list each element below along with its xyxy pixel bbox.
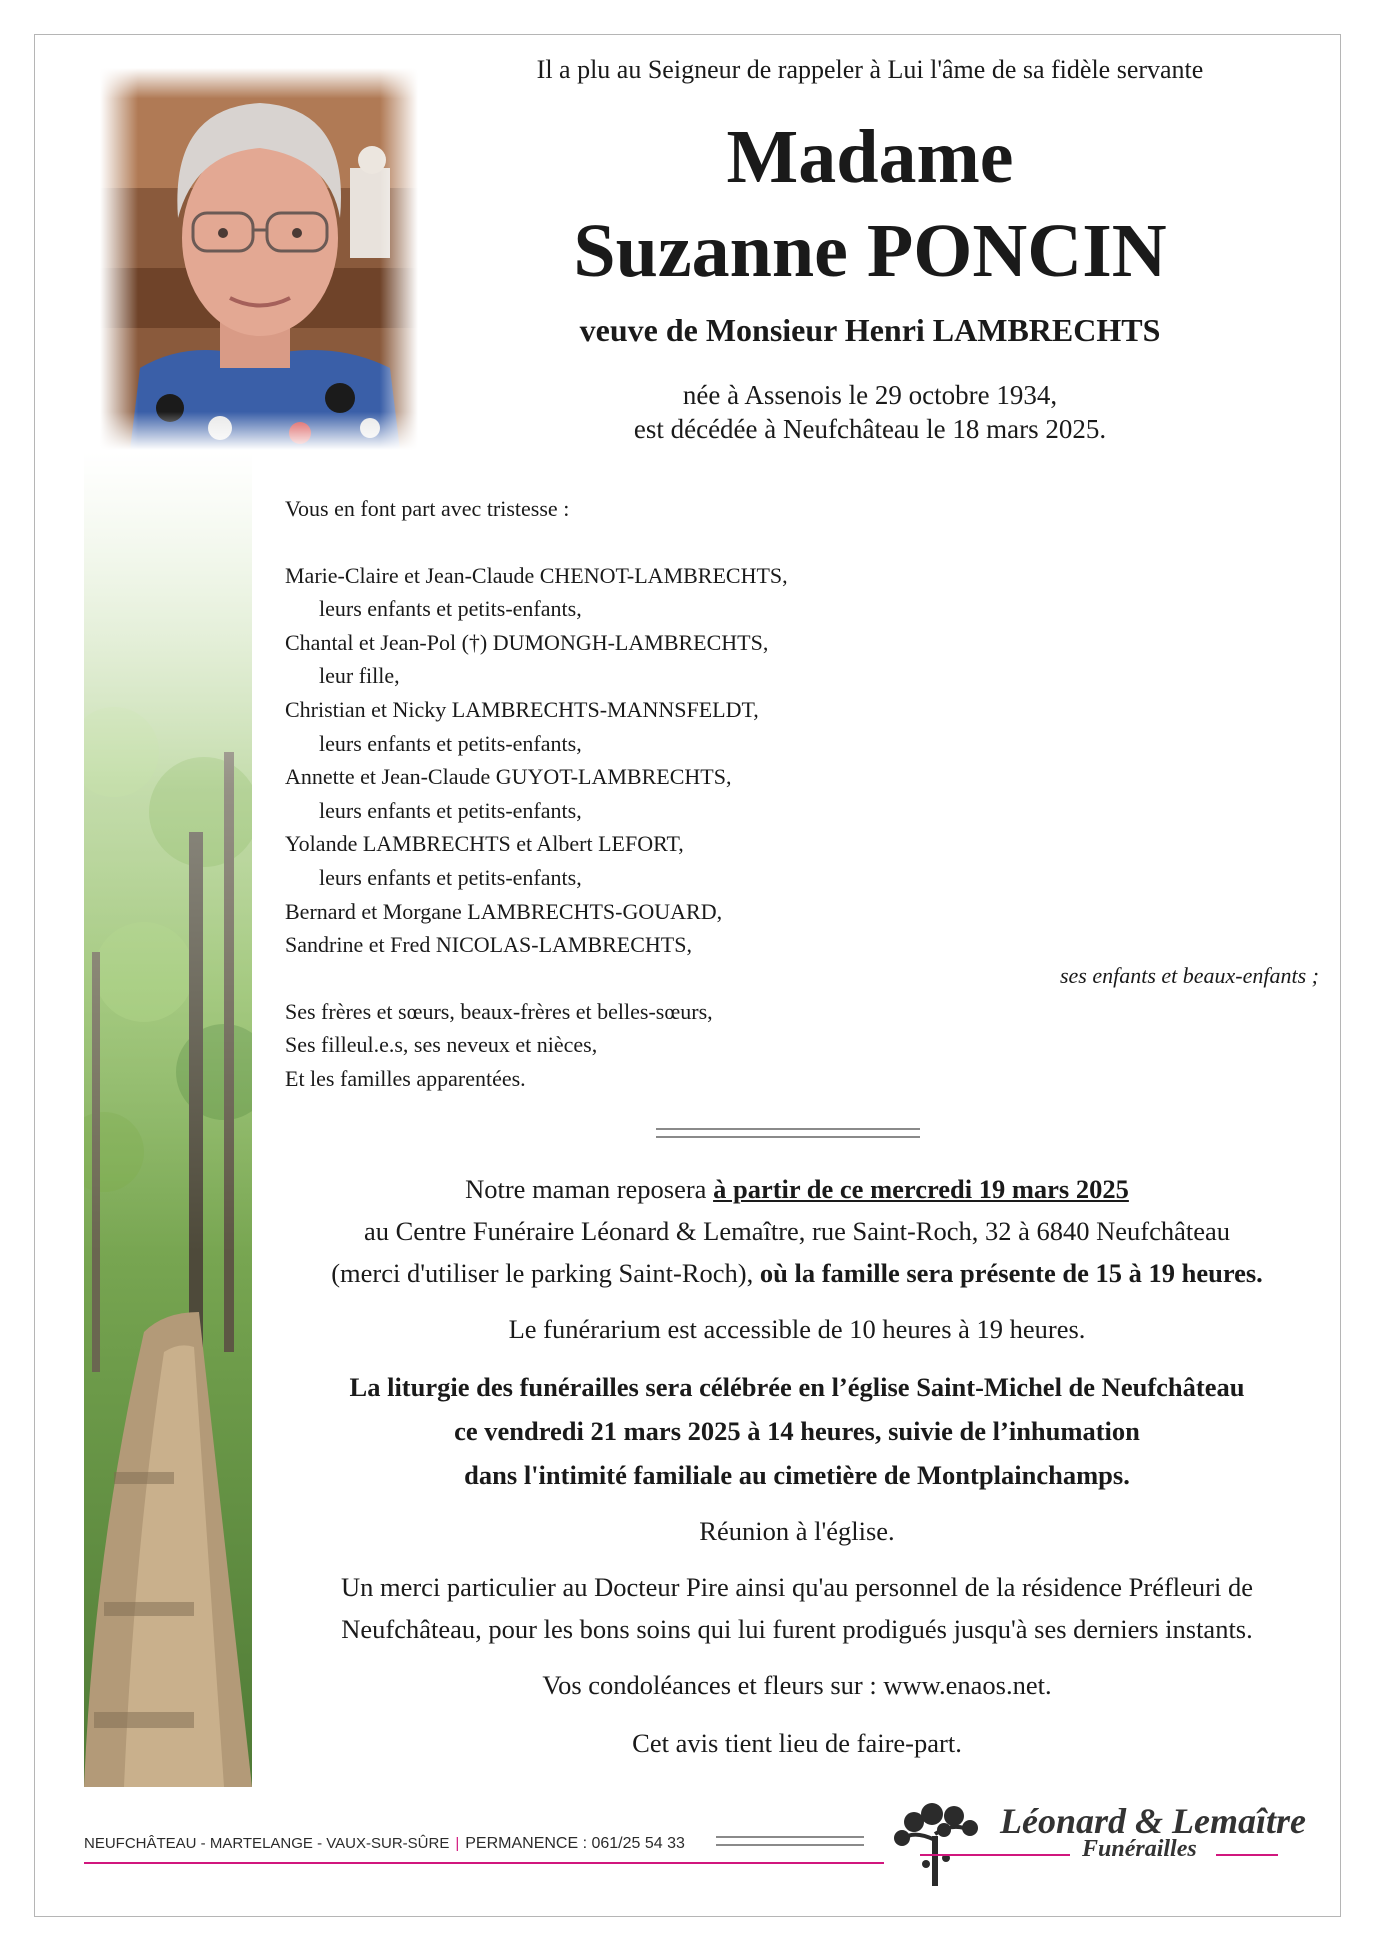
deceased-name: Suzanne PONCIN (573, 209, 1167, 293)
forest-path-image (84, 452, 252, 1787)
footer-pink-line-end (1216, 1854, 1278, 1856)
birth-info: née à Assenois le 29 octobre 1934, (682, 380, 1058, 410)
permanence-phone: PERMANENCE : 061/25 54 33 (465, 1835, 685, 1852)
family-descendants: leurs enfants et petits-enfants, (319, 864, 582, 890)
meeting-info: Réunion à l'église. (699, 1516, 895, 1546)
footer-pink-line-right (920, 1854, 1070, 1856)
family-member: Bernard et Morgane LAMBRECHTS-GOUARD, (285, 898, 723, 924)
brand-subtitle: Funérailles (1082, 1836, 1197, 1862)
family-member: Christian et Nicky LAMBRECHTS-MANNSFELDT, (285, 696, 759, 722)
widow-of: veuve de Monsieur Henri LAMBRECHTS (579, 312, 1161, 348)
family-member: Yolande LAMBRECHTS et Albert LEFORT, (285, 831, 684, 857)
children-label: ses enfants et beaux-enfants ; (1059, 963, 1319, 988)
funerarium-hours: Le funérarium est accessible de 10 heures à 19 heures. (508, 1314, 1086, 1344)
family-descendants: leur fille, (319, 663, 400, 689)
intro-text: Il a plu au Seigneur de rappeler à Lui l'âme de sa fidèle servante (536, 55, 1204, 84)
thanks-line: Neufchâteau, pour les bons soins qui lui furent prodigués jusqu'à ses derniers instants. (341, 1614, 1253, 1644)
footer-separator: | (455, 1835, 460, 1852)
funeral-center: au Centre Funéraire Léonard & Lemaître, rue Saint-Roch, 32 à 6840 Neufchâteau (363, 1216, 1231, 1246)
rest-prefix: Notre maman reposera (465, 1174, 714, 1204)
footer-contact (84, 1835, 685, 1853)
notice-text: Cet avis tient lieu de faire-part. (632, 1728, 962, 1758)
death-info: est décédée à Neufchâteau le 18 mars 2025. (633, 414, 1107, 444)
liturgy-line: dans l'intimité familiale au cimetière de Montplainchamps. (464, 1460, 1130, 1490)
relatives-line: Et les familles apparentées. (285, 1065, 526, 1091)
announcement-lead: Vous en font part avec tristesse : (285, 496, 570, 521)
rest-info (262, 1168, 1332, 1210)
family-descendants: leurs enfants et petits-enfants, (319, 596, 582, 622)
family-descendants: leurs enfants et petits-enfants, (319, 730, 582, 756)
relatives-line: Ses frères et sœurs, beaux-frères et belles-sœurs, (285, 998, 713, 1024)
condolences-info: Vos condoléances et fleurs sur : www.enaos.net. (542, 1670, 1052, 1700)
family-descendants: leurs enfants et petits-enfants, (319, 797, 582, 823)
liturgy-line: ce vendredi 21 mars 2025 à 14 heures, suivie de l’inhumation (454, 1416, 1140, 1446)
relatives-line: Ses filleul.e.s, ses neveux et nièces, (285, 1032, 598, 1058)
family-announcement (285, 492, 788, 1096)
parking-note: (merci d'utiliser le parking Saint-Roch), (331, 1258, 760, 1288)
thanks-line: Un merci particulier au Docteur Pire ainsi qu'au personnel de la résidence Préfleuri de (340, 1572, 1254, 1602)
tree-icon (888, 1800, 988, 1890)
family-member: Annette et Jean-Claude GUYOT-LAMBRECHTS, (285, 764, 732, 790)
title-honorific: Madame (726, 115, 1014, 199)
footer-pink-line-left (84, 1862, 884, 1864)
family-member: Sandrine et Fred NICOLAS-LAMBRECHTS, (285, 932, 692, 958)
brand-name: Léonard & Lemaître (1000, 1801, 1306, 1841)
parking-info (262, 1252, 1332, 1294)
rest-date: à partir de ce mercredi 19 mars 2025 (713, 1174, 1129, 1204)
family-presence: où la famille sera présente de 15 à 19 heures. (759, 1258, 1263, 1288)
family-member: Chantal et Jean-Pol (†) DUMONGH-LAMBRECHTS, (285, 629, 769, 655)
liturgy-line: La liturgie des funérailles sera célébrée en l’église Saint-Michel de Neufchâteau (349, 1372, 1245, 1402)
footer-divider (716, 1836, 864, 1846)
portrait-photo (100, 68, 418, 450)
family-member: Marie-Claire et Jean-Claude CHENOT-LAMBRECHTS, (285, 562, 788, 588)
section-divider (656, 1128, 920, 1138)
footer-locations: NEUFCHÂTEAU - MARTELANGE - VAUX-SUR-SÛRE (84, 1835, 450, 1852)
